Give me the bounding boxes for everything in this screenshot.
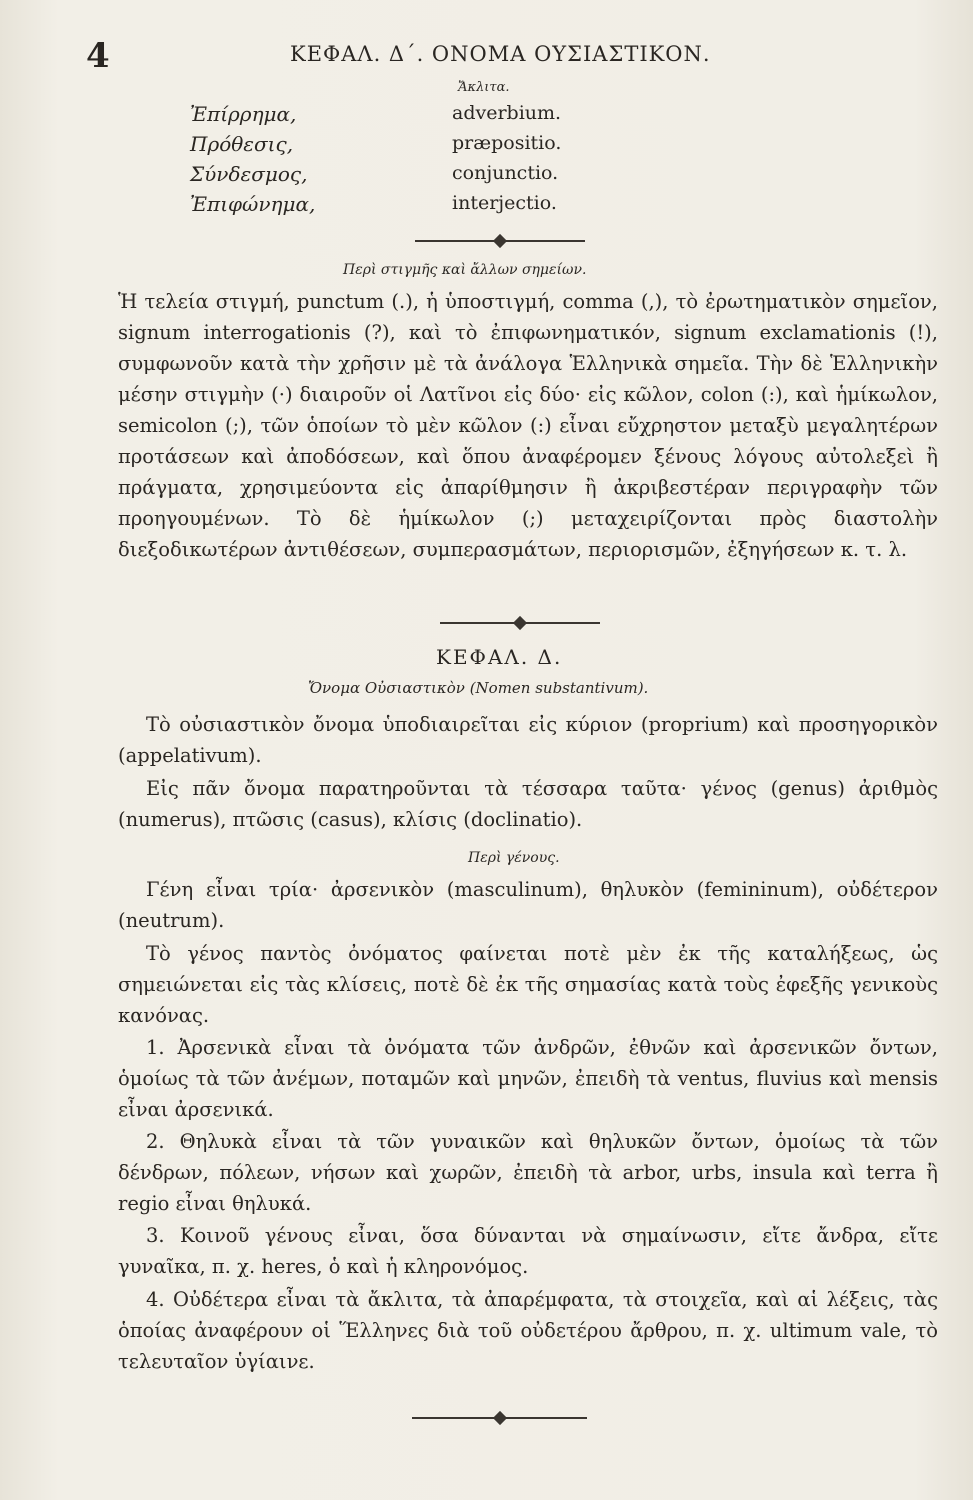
page-number: 4	[86, 36, 110, 76]
chapter-section	[118, 645, 938, 850]
gender-paragraph: Τὸ γένος παντὸς ὀνόματος φαίνεται ποτὲ μὲν ἐκ τῆς καταλήξεως, ὡς σημειώνεται εἰς τὰς κλίσεις, ποτὲ δὲ ἐκ τῆς σημασίας κατὰ τοὺς ἐφεξῆς γενικοὺς κανόνας.	[118, 942, 938, 1027]
ornament-divider	[412, 1415, 587, 1421]
gender-section	[118, 850, 938, 1390]
divider-diamond	[513, 616, 527, 630]
chapter-paragraph: Τὸ οὐσιαστικὸν ὄνομα ὑποδιαιρεῖται εἰς κύριον (proprium) καὶ προσηγορικὸν (appelativum).	[118, 713, 938, 767]
section-heading: Περὶ γένους.	[468, 850, 560, 866]
chapter-subtitle: Ὄνομα Οὐσιαστικὸν (Nomen substantivum).	[308, 679, 649, 697]
gender-paragraph: Γένη εἶναι τρία· ἀρσενικὸν (masculinum), θηλυκὸν (femininum), οὐδέτερον (neutrum).	[118, 878, 938, 932]
chapter-title: ΚΕΦΑΛ. Δ.	[436, 645, 563, 669]
divider-diamond	[493, 234, 507, 248]
greek-term: Πρόθεσις,	[190, 132, 294, 156]
latin-term: interjectio.	[452, 192, 557, 214]
running-title: ΚΕΦΑΛ. Δ΄. ΟΝΟΜΑ ΟΥΣΙΑΣΤΙΚΟΝ.	[290, 42, 711, 66]
table-row	[190, 102, 710, 130]
table-row	[190, 162, 710, 190]
chapter-paragraph: Εἰς πᾶν ὄνομα παρατηροῦνται τὰ τέσσαρα ταῦτα· γένος (genus) ἀριθμὸς (numerus), πτῶσις (casus), κλίσις (doclinatio).	[118, 777, 938, 831]
punctuation-paragraph: Ἡ τελεία στιγμή, punctum (.), ἡ ὑποστιγμή, comma (,), τὸ ἐρωτηματικὸν σημεῖον, signum interrogationis (?), καὶ τὸ ἐπιφωνηματικόν, signum exclamationis (!), συμφωνοῦν κατὰ τὴν χρῆσιν μὲ τὰ ἀνάλογα Ἑλληνικὰ σημεῖα. Τὴν δὲ Ἑλληνικὴν μέσην στιγμὴν (·) διαιροῦν οἱ Λατῖνοι εἰς δύο· εἰς κῶλον, colon (:), καὶ ἡμίκωλον, semicolon (;), τῶν ὁποίων τὸ μὲν κῶλον (:) εἶναι εὔχρηστον μεταξὺ μεγαλητέρων προτάσεων καὶ ἀποδόσεων, καὶ ὅπου ἀναφέρομεν ξένους λόγους αὐτολεξεὶ ἢ πράγματα, χρησιμεύοντα εἰς ἀπαρίθμησιν ἢ ἀκριβεστέραν περιγραφὴν τῶν προηγουμένων. Τὸ δὲ ἡμίκωλον (;) μεταχειρίζονται πρὸς διαστολὴν διεξοδικωτέρων ἀντιθέσεων, συμπερασμάτων, περιορισμῶν, ἐξηγήσεων κ. τ. λ.	[118, 290, 938, 561]
ornament-divider	[440, 620, 600, 626]
parts-of-speech-table	[190, 80, 710, 230]
gender-rule: 3. Κοινοῦ γένους εἶναι, ὅσα δύνανται νὰ σημαίνωσιν, εἴτε ἄνδρα, εἴτε γυναῖκα, π. χ. heres, ὁ καὶ ἡ κληρονόμος.	[118, 1224, 938, 1278]
ornament-divider	[415, 238, 585, 244]
divider-diamond	[492, 1411, 506, 1425]
gender-rule: 2. Θηλυκὰ εἶναι τὰ τῶν γυναικῶν καὶ θηλυκῶν ὄντων, ὁμοίως τὰ τῶν δένδρων, πόλεων, νήσων καὶ χωρῶν, ἐπειδὴ τὰ arbor, urbs, insula καὶ terra ἢ regio εἶναι θηλυκά.	[118, 1130, 938, 1215]
latin-term: adverbium.	[452, 102, 562, 124]
gender-rule: 1. Ἀρσενικὰ εἶναι τὰ ὀνόματα τῶν ἀνδρῶν, ἐθνῶν καὶ ἀρσενικῶν ὄντων, ὁμοίως τὰ τῶν ἀνέμων, ποταμῶν καὶ μηνῶν, ἐπειδὴ τὰ ventus, fluvius καὶ mensis εἶναι ἀρσενικά.	[118, 1036, 938, 1121]
greek-term: Ἐπίρρημα,	[190, 102, 297, 126]
page-header	[80, 30, 913, 76]
punctuation-section	[118, 262, 938, 612]
greek-term: Ἐπιφώνημα,	[190, 192, 316, 216]
greek-term: Σύνδεσμος,	[190, 162, 308, 186]
latin-term: præpositio.	[452, 132, 562, 154]
table-heading: Ἄκλιτα.	[458, 80, 510, 95]
gender-rule: 4. Οὐδέτερα εἶναι τὰ ἄκλιτα, τὰ ἀπαρέμφατα, τὰ στοιχεῖα, καὶ αἱ λέξεις, τὰς ὁποίας ἀναφέρουν οἱ Ἕλληνες διὰ τοῦ οὐδετέρου ἄρθρου, π. χ. ultimum vale, τὸ τελευταῖον ὑγίαινε.	[118, 1288, 938, 1373]
table-row	[190, 132, 710, 160]
latin-term: conjunctio.	[452, 162, 559, 184]
table-row	[190, 192, 710, 220]
section-heading: Περὶ στιγμῆς καὶ ἄλλων σημείων.	[343, 262, 587, 278]
